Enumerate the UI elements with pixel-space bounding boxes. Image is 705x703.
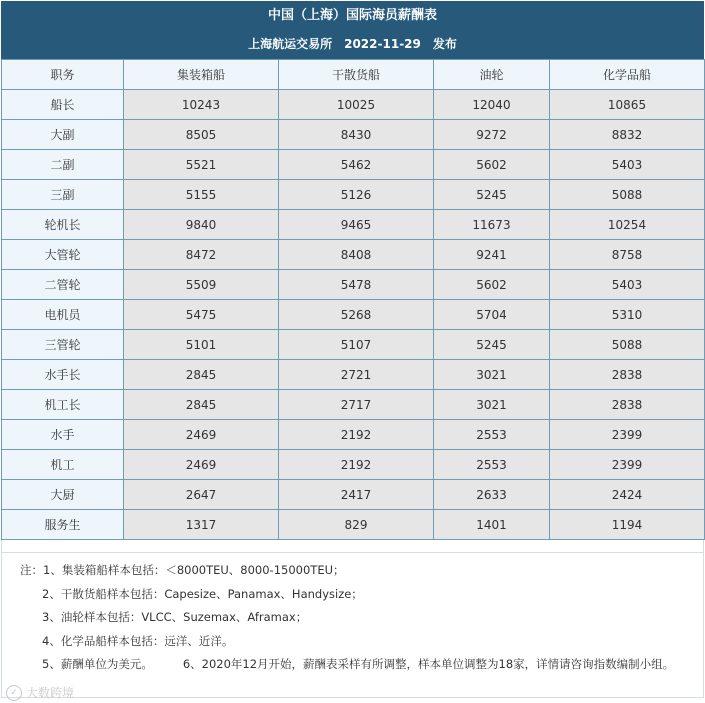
value-cell: 5268 [279, 300, 434, 330]
table-row [2, 300, 705, 330]
value-cell: 8832 [550, 120, 705, 150]
table-row [2, 390, 705, 420]
value-cell: 5126 [279, 180, 434, 210]
value-cell: 5704 [434, 300, 550, 330]
value-cell: 829 [279, 510, 434, 540]
value-cell: 2647 [124, 480, 279, 510]
value-cell: 5403 [550, 270, 705, 300]
value-cell: 2399 [550, 420, 705, 450]
col-header-chemical: 化学品船 [550, 60, 705, 90]
value-cell: 9840 [124, 210, 279, 240]
value-cell: 5509 [124, 270, 279, 300]
role-cell: 轮机长 [2, 210, 124, 240]
table-row [2, 480, 705, 510]
value-cell: 10243 [124, 90, 279, 120]
table-row [2, 90, 705, 120]
role-cell: 机工 [2, 450, 124, 480]
value-cell: 8408 [279, 240, 434, 270]
salary-table [1, 59, 705, 540]
value-cell: 10254 [550, 210, 705, 240]
value-cell: 2721 [279, 360, 434, 390]
value-cell: 2192 [279, 420, 434, 450]
value-cell: 8472 [124, 240, 279, 270]
value-cell: 2553 [434, 420, 550, 450]
col-header-tanker: 油轮 [434, 60, 550, 90]
value-cell: 1401 [434, 510, 550, 540]
value-cell: 9241 [434, 240, 550, 270]
value-cell: 2717 [279, 390, 434, 420]
role-cell: 大副 [2, 120, 124, 150]
table-notes-gap [1, 540, 704, 552]
table-row [2, 120, 705, 150]
value-cell: 3021 [434, 360, 550, 390]
col-header-bulk: 干散货船 [279, 60, 434, 90]
salary-document [1, 1, 704, 702]
value-cell: 10865 [550, 90, 705, 120]
role-cell: 大管轮 [2, 240, 124, 270]
watermark [6, 684, 74, 701]
value-cell: 5155 [124, 180, 279, 210]
value-cell: 2633 [434, 480, 550, 510]
role-cell: 三副 [2, 180, 124, 210]
value-cell: 2845 [124, 390, 279, 420]
value-cell: 5107 [279, 330, 434, 360]
note-5-line [2, 653, 703, 677]
value-cell: 1194 [550, 510, 705, 540]
value-cell: 2192 [279, 450, 434, 480]
value-cell: 11673 [434, 210, 550, 240]
value-cell: 5462 [279, 150, 434, 180]
value-cell: 3021 [434, 390, 550, 420]
value-cell: 5088 [550, 180, 705, 210]
value-cell: 5101 [124, 330, 279, 360]
notes-box [1, 552, 704, 698]
role-cell: 二管轮 [2, 270, 124, 300]
value-cell: 5521 [124, 150, 279, 180]
role-cell: 二副 [2, 150, 124, 180]
publisher: 上海航运交易所 [248, 37, 333, 51]
role-cell: 电机员 [2, 300, 124, 330]
note-4: 4、化学品船样本包括：远洋、近洋。 [42, 633, 234, 648]
role-cell: 大厨 [2, 480, 124, 510]
table-row [2, 360, 705, 390]
table-row [2, 210, 705, 240]
value-cell: 8758 [550, 240, 705, 270]
col-header-role: 职务 [2, 60, 124, 90]
value-cell: 2553 [434, 450, 550, 480]
role-cell: 机工长 [2, 390, 124, 420]
value-cell: 8430 [279, 120, 434, 150]
table-row [2, 270, 705, 300]
role-cell: 三管轮 [2, 330, 124, 360]
value-cell: 5088 [550, 330, 705, 360]
table-title: 中国（上海）国际海员薪酬表 [267, 8, 437, 23]
value-cell: 9272 [434, 120, 550, 150]
value-cell: 2399 [550, 450, 705, 480]
value-cell: 2469 [124, 420, 279, 450]
table-row [2, 330, 705, 360]
value-cell: 5245 [434, 180, 550, 210]
watermark-text: 大数跨境 [26, 686, 75, 700]
value-cell: 2845 [124, 360, 279, 390]
table-row [2, 450, 705, 480]
publish-date: 2022-11-29 [344, 37, 421, 51]
value-cell: 1317 [124, 510, 279, 540]
table-row [2, 420, 705, 450]
value-cell: 8505 [124, 120, 279, 150]
value-cell: 2838 [550, 360, 705, 390]
table-row [2, 180, 705, 210]
publish-word: 发布 [432, 37, 457, 51]
value-cell: 2424 [550, 480, 705, 510]
role-cell: 服务生 [2, 510, 124, 540]
note-3: 3、油轮样本包括：VLCC、Suzemax、Aframax； [42, 610, 308, 625]
table-row [2, 150, 705, 180]
note-2: 2、干散货船样本包括：Capesize、Panamax、Handysize； [42, 586, 363, 601]
table-row [2, 510, 705, 540]
value-cell: 5245 [434, 330, 550, 360]
note-6: 6、2020年12月开始，薪酬表采样有所调整，样本单位调整为18家，详情请咨询指数编制小组。 [182, 657, 675, 672]
note-1: 注：1、集装箱船样本包括：＜8000TEU、8000-15000TEU； [20, 563, 345, 577]
table-row [2, 240, 705, 270]
value-cell: 2417 [279, 480, 434, 510]
publish-line [1, 22, 704, 50]
role-cell: 水手长 [2, 360, 124, 390]
value-cell: 5602 [434, 270, 550, 300]
table-header [1, 1, 704, 59]
value-cell: 10025 [279, 90, 434, 120]
value-cell: 5310 [550, 300, 705, 330]
value-cell: 2838 [550, 390, 705, 420]
value-cell: 5478 [279, 270, 434, 300]
role-cell: 船长 [2, 90, 124, 120]
logo-mark-icon: ✓ [6, 685, 22, 701]
value-cell: 2469 [124, 450, 279, 480]
value-cell: 5403 [550, 150, 705, 180]
value-cell: 9465 [279, 210, 434, 240]
note-5: 5、薪酬单位为美元。 [42, 657, 153, 672]
col-header-container: 集装箱船 [124, 60, 279, 90]
role-cell: 水手 [2, 420, 124, 450]
value-cell: 12040 [434, 90, 550, 120]
value-cell: 5475 [124, 300, 279, 330]
value-cell: 5602 [434, 150, 550, 180]
column-header-row [2, 60, 705, 90]
